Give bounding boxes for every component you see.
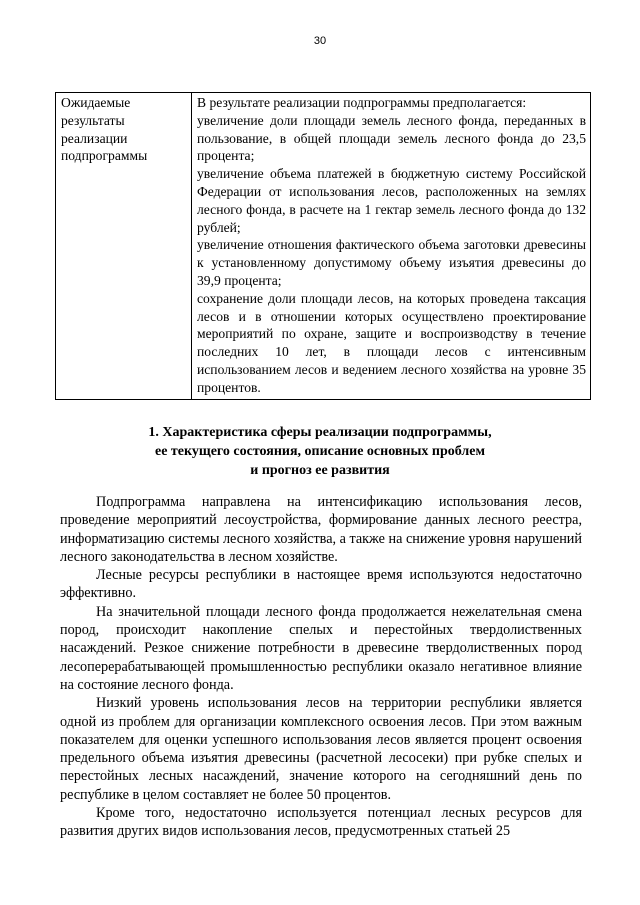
results-item: сохранение доли площади лесов, на которых проведена таксация лесов и в отношении которых осуществлено проектирование мероприятий по охране, защите и воспроизводству в течение последних 10 лет, в площади лесов с интенсивным использованием лесов и ведением лесного хозяйства на уровне 35 процентов. [197,290,586,395]
results-label-cell: Ожидаемые результаты реализации подпрограммы [56,93,192,400]
results-item: увеличение объема платежей в бюджетную систему Российской Федерации от использования лесов, расположенных на землях лесного фонда, в расчете на 1 гектар земель лесного фонда до 132 рублей; [197,166,586,235]
body-paragraph: Подпрограмма направлена на интенсификацию использования лесов, проведение мероприятий лесоустройства, формирование данных лесного реестра, информатизацию системы лесного хозяйства, а также на снижение уровня нарушений лесного законодательства в лесном хозяйстве. [60,494,582,565]
results-content-cell [192,93,591,400]
section-heading-line: 1. Характеристика сферы реализации подпрограммы, [148,425,492,440]
page-number: 30 [313,35,327,47]
results-item: увеличение отношения фактического объема заготовки древесины к установленному допустимому объему изъятия древесины до 39,9 процента; [197,237,586,288]
table-row [56,93,591,400]
body-paragraph: Лесные ресурсы республики в настоящее время используются недостаточно эффективно. [60,567,582,602]
body-paragraph: Низкий уровень использования лесов на территории республики является одной из проблем для организации комплексного освоения лесов. При этом важным показателем для оценки успешного использования лесов является процент освоения предельного объема изъятия древесины (расчетной лесосеки) при рубке спелых и перестойных лесных насаждений, значение которого на сегодняшний день по республике в целом составляет не более 50 процентов. [60,695,582,803]
body-paragraph: На значительной площади лесного фонда продолжается нежелательная смена пород, происходит накопление спелых и перестойных твердолиственных насаждений. Резкое снижение потребности в древесине твердолиственных пород лесоперерабатывающей промышленностью республики оказало негативное влияние на состояние лесного фонда. [60,603,582,693]
body-paragraph: Кроме того, недостаточно используется потенциал лесных ресурсов для развития других видов использования лесов, предусмотренных статьей 25 [60,805,582,840]
section-body [60,493,582,841]
section-heading-line: ее текущего состояния, описание основных проблем [154,444,486,459]
section-heading-line: и прогноз ее развития [250,463,390,478]
results-intro: В результате реализации подпрограммы предполагается: [197,95,527,110]
section-heading [60,423,580,480]
results-item: увеличение доли площади земель лесного фонда, переданных в пользование, в общей площади земель лесного фонда до 23,5 процента; [197,112,586,164]
expected-results-table [55,92,591,400]
